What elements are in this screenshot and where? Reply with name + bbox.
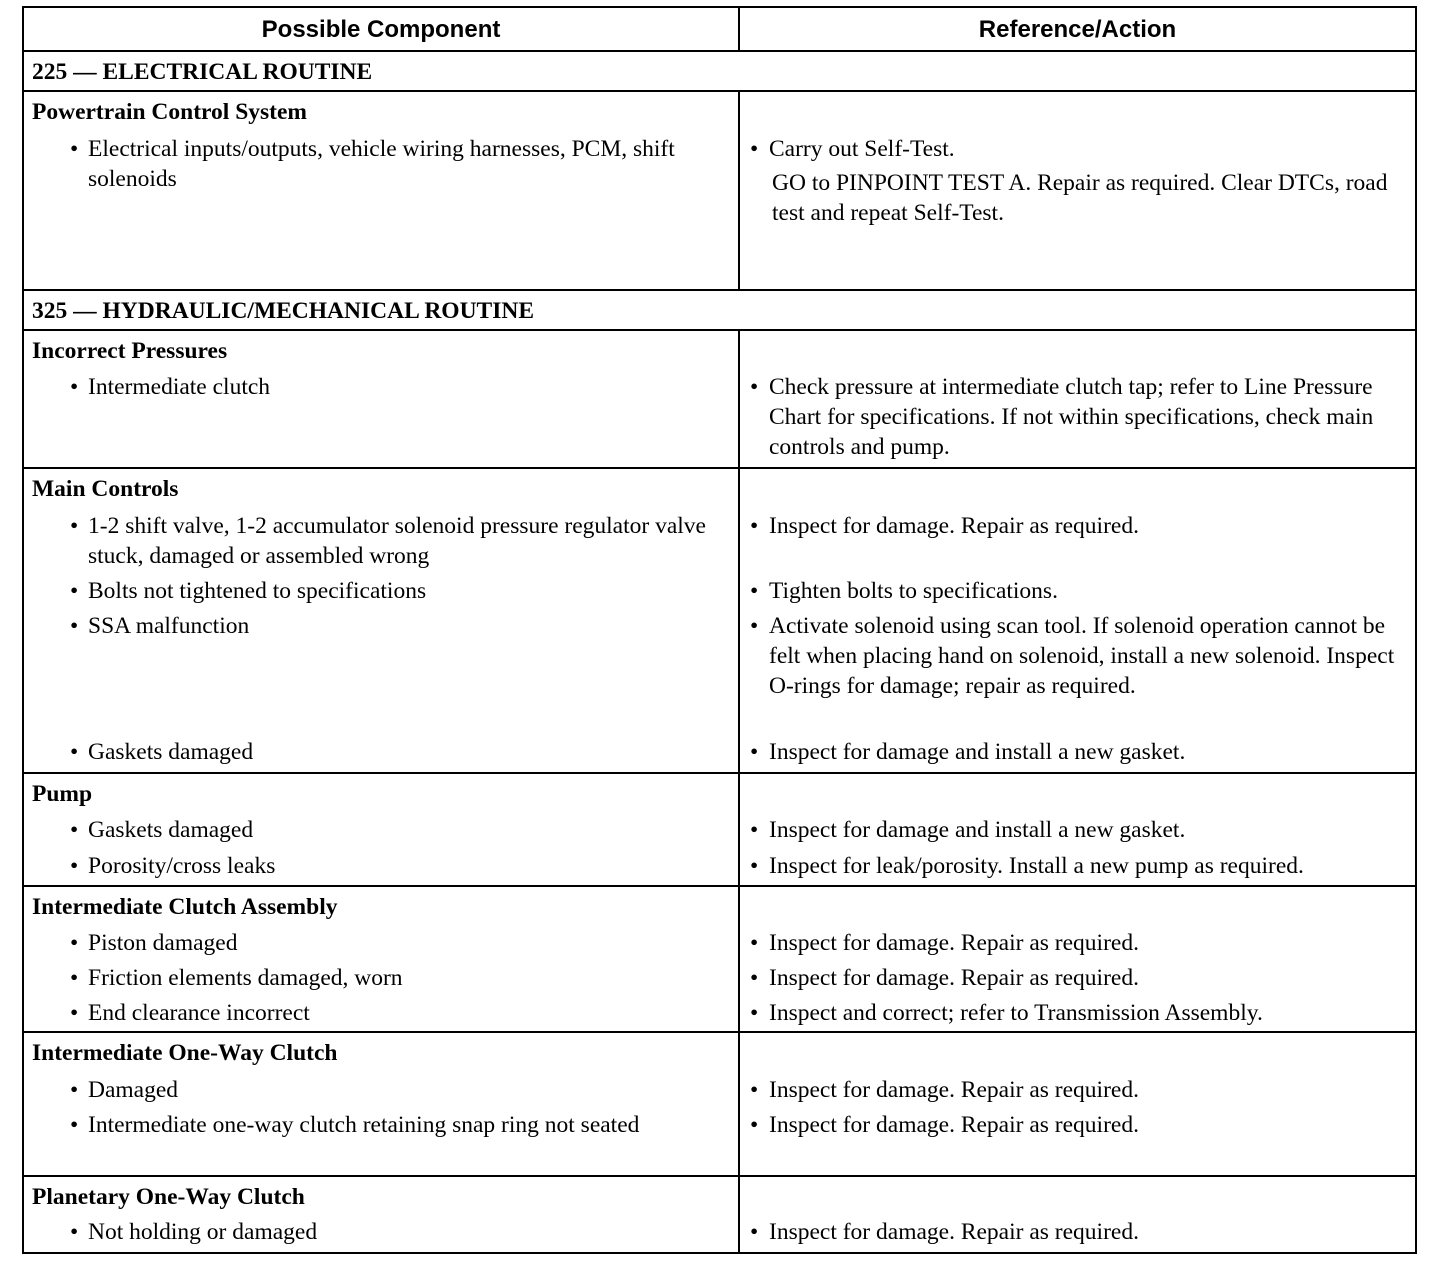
component-item: • Damaged <box>70 1077 179 1103</box>
group-intermediate-one-way-clutch <box>24 1033 1415 1177</box>
bullet: • <box>70 1077 79 1103</box>
bullet: • <box>70 513 79 539</box>
bullet: • <box>70 613 79 639</box>
bullet: • <box>750 578 759 604</box>
table-header <box>24 8 1415 52</box>
group-powertrain-control-system <box>24 92 1415 291</box>
bullet: • <box>70 1219 79 1245</box>
bullet: • <box>750 930 759 956</box>
component-item: • 1-2 shift valve, 1-2 accumulator solenoid pressure regulator valve stuck, damaged or assembled wrong <box>70 513 706 569</box>
group-title: Incorrect Pressures <box>32 338 228 364</box>
bullet: • <box>70 1112 79 1138</box>
group-intermediate-clutch-assembly <box>24 887 1415 1033</box>
group-planetary-one-way-clutch <box>24 1177 1415 1252</box>
group-incorrect-pressures <box>24 331 1415 469</box>
component-item: • Electrical inputs/outputs, vehicle wiring harnesses, PCM, shift solenoids <box>70 136 675 192</box>
action-item: • Check pressure at intermediate clutch tap; refer to Line Pressure Chart for specifications. If not within specifications, check main controls and pump. <box>750 374 1374 460</box>
bullet: • <box>70 853 79 879</box>
group-main-controls <box>24 469 1415 774</box>
action-item: • Inspect for damage. Repair as required. <box>750 1077 1139 1103</box>
bullet: • <box>70 965 79 991</box>
component-item: • Gaskets damaged <box>70 739 254 765</box>
bullet: • <box>70 136 79 162</box>
group-title: Intermediate One-Way Clutch <box>32 1040 338 1066</box>
bullet: • <box>750 853 759 879</box>
action-item: • Inspect for damage. Repair as required. <box>750 930 1139 956</box>
bullet: • <box>70 374 79 400</box>
group-pump <box>24 774 1415 887</box>
diagnosis-table <box>22 6 1417 1254</box>
column-header-action: Reference/Action <box>978 16 1177 43</box>
column-header-component: Possible Component <box>24 8 740 50</box>
action-note: GO to PINPOINT TEST A. Repair as required. Clear DTCs, road test and repeat Self-Test. <box>772 170 1388 226</box>
component-item: • Not holding or damaged <box>70 1219 318 1245</box>
action-item: • Tighten bolts to specifications. <box>750 578 1058 604</box>
group-title: Main Controls <box>32 476 179 502</box>
action-item: • Carry out Self-Test. <box>750 136 955 162</box>
bullet: • <box>750 1112 759 1138</box>
component-item: • Porosity/cross leaks <box>70 853 276 879</box>
component-item: • Friction elements damaged, worn <box>70 965 403 991</box>
action-item: • Inspect for leak/porosity. Install a new pump as required. <box>750 853 1304 879</box>
component-item: • SSA malfunction <box>70 613 250 639</box>
component-item: • Intermediate clutch <box>70 374 271 400</box>
group-title: Planetary One-Way Clutch <box>32 1184 305 1210</box>
bullet: • <box>70 1000 79 1026</box>
bullet: • <box>750 1000 759 1026</box>
bullet: • <box>750 613 759 639</box>
bullet: • <box>750 965 759 991</box>
action-item: • Inspect and correct; refer to Transmission Assembly. <box>750 1000 1263 1026</box>
bullet: • <box>70 930 79 956</box>
component-item: • Gaskets damaged <box>70 817 254 843</box>
bullet: • <box>750 1077 759 1103</box>
action-item: • Inspect for damage. Repair as required. <box>750 513 1139 539</box>
action-item: • Activate solenoid using scan tool. If solenoid operation cannot be felt when placing hand on solenoid, install a new solenoid. Inspect O-rings for damage; repair as required. <box>750 613 1395 699</box>
action-item: • Inspect for damage and install a new gasket. <box>750 817 1186 843</box>
bullet: • <box>750 136 759 162</box>
component-item: • End clearance incorrect <box>70 1000 310 1026</box>
group-title: Powertrain Control System <box>32 99 307 125</box>
bullet: • <box>70 578 79 604</box>
component-item: • Bolts not tightened to specifications <box>70 578 427 604</box>
component-item: • Intermediate one-way clutch retaining snap ring not seated <box>70 1112 640 1138</box>
section-title-electrical: 225 — ELECTRICAL ROUTINE <box>24 52 1415 92</box>
action-item: • Inspect for damage and install a new gasket. <box>750 739 1186 765</box>
action-item: • Inspect for damage. Repair as required. <box>750 1112 1139 1138</box>
group-title: Intermediate Clutch Assembly <box>32 894 338 920</box>
action-item: • Inspect for damage. Repair as required. <box>750 1219 1139 1245</box>
group-title: Pump <box>32 781 93 807</box>
section-title-hydraulic-mechanical: 325 — HYDRAULIC/MECHANICAL ROUTINE <box>24 291 1415 331</box>
component-item: • Piston damaged <box>70 930 238 956</box>
bullet: • <box>750 739 759 765</box>
bullet: • <box>750 1219 759 1245</box>
action-item: • Inspect for damage. Repair as required. <box>750 965 1139 991</box>
bullet: • <box>750 513 759 539</box>
bullet: • <box>70 817 79 843</box>
bullet: • <box>750 374 759 400</box>
bullet: • <box>750 817 759 843</box>
bullet: • <box>70 739 79 765</box>
